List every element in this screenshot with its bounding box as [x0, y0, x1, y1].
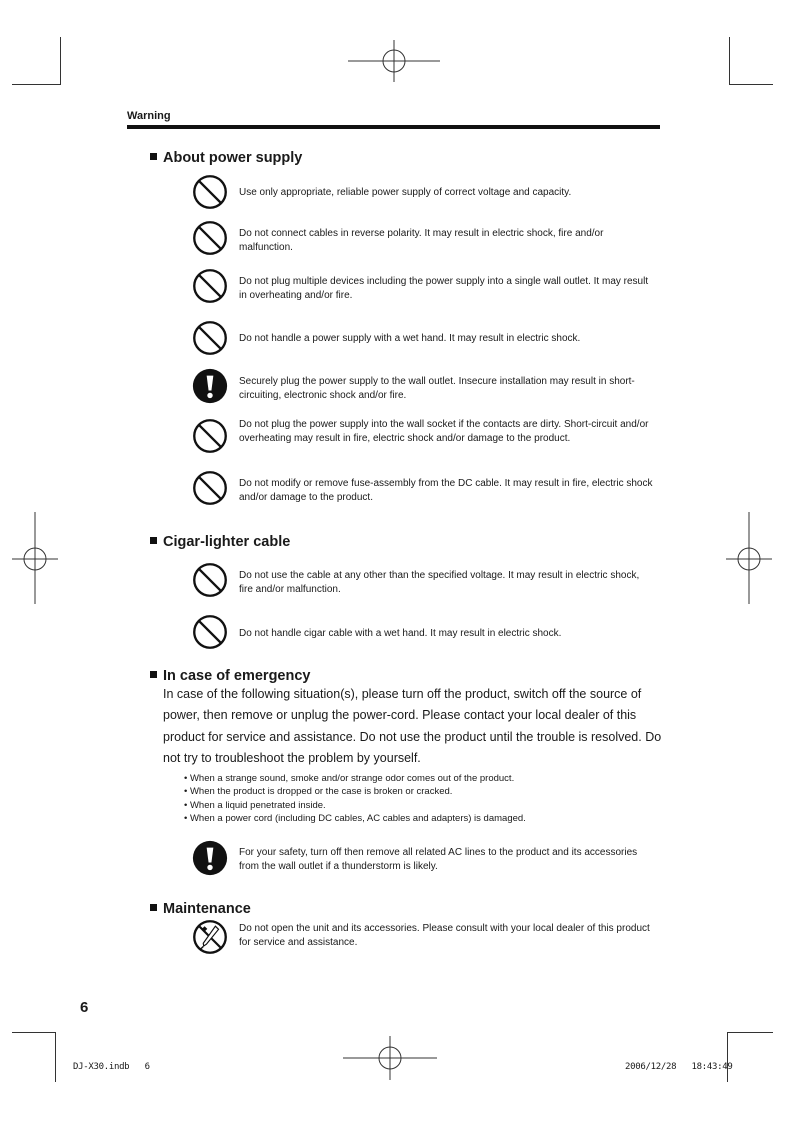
registration-mark-right [726, 512, 772, 604]
prohibition-icon [192, 418, 228, 454]
warning-text: Do not handle cigar cable with a wet hand. It may result in electric shock. [239, 628, 562, 639]
warning-text: Securely plug the power supply to the wall outlet. Insecure installation may result in short-circuiting, electronic shock and/or fire. [239, 376, 635, 401]
prohibition-icon [192, 614, 228, 650]
prohibition-icon [192, 174, 228, 210]
prohibition-icon [192, 268, 228, 304]
section-title-maintenance [150, 901, 251, 917]
warning-text: Do not modify or remove fuse-assembly from the DC cable. It may result in fire, electric shock and/or damage to the product. [239, 478, 653, 503]
prohibition-icon [192, 562, 228, 598]
emergency-paragraph: In case of the following situation(s), please turn off the product, switch off the source of power, then remove or unplug the power-cord. Please contact your local dealer of this product for service and assistance. Do not use the product until the trouble is resolved. Do not try to troubleshoot the problem by yourself. [163, 687, 662, 765]
header-rule [127, 125, 660, 129]
registration-mark-left [12, 512, 58, 604]
prohibition-icon [192, 470, 228, 506]
warning-text: Use only appropriate, reliable power supply of correct voltage and capacity. [239, 187, 572, 198]
section-title-text: Maintenance [163, 901, 251, 917]
registration-mark-top [348, 40, 440, 82]
list-item: • When a strange sound, smoke and/or strange odor comes out of the product. [184, 772, 526, 785]
list-item: • When a liquid penetrated inside. [184, 799, 526, 812]
section-title-text: Cigar-lighter cable [163, 534, 291, 550]
warning-text: Do not plug multiple devices including the power supply into a single wall outlet. It may result in overheating and/or fire. [239, 276, 649, 301]
section-title-emergency [150, 668, 311, 684]
safety-note-text: For your safety, turn off then remove all related AC lines to the product and its accessories from the wall outlet if a thunderstorm is likely. [239, 847, 638, 872]
warning-text: Do not handle a power supply with a wet hand. It may result in electric shock. [239, 333, 581, 344]
section-title-power-supply [150, 150, 302, 166]
warning-text: Do not use the cable at any other than the specified voltage. It may result in electric shock, fire and/or malfunction. [239, 570, 640, 595]
list-item: • When a power cord (including DC cables, AC cables and adapters) is damaged. [184, 812, 526, 825]
bullet-square-icon [150, 153, 157, 160]
prohibition-icon [192, 320, 228, 356]
mandatory-action-icon [192, 840, 228, 876]
warning-text: Do not connect cables in reverse polarity. It may result in electric shock, fire and/or malfunction. [239, 228, 604, 253]
bullet-square-icon [150, 671, 157, 678]
prohibition-icon [192, 220, 228, 256]
section-title-text: In case of emergency [163, 668, 311, 684]
bullet-square-icon [150, 904, 157, 911]
bullet-square-icon [150, 537, 157, 544]
warning-text: Do not plug the power supply into the wall socket if the contacts are dirty. Short-circuit and/or overheating may result in fire, electric shock and/or damage to the product. [239, 419, 649, 444]
emergency-bullet-list [184, 772, 526, 825]
mandatory-action-icon [192, 368, 228, 404]
do-not-disassemble-icon [192, 919, 228, 955]
section-title-cigar-lighter-cable [150, 534, 290, 550]
maintenance-note-text: Do not open the unit and its accessories. Please consult with your local dealer of this product for service and assistance. [239, 923, 650, 948]
section-title-text: About power supply [163, 150, 303, 166]
page-number: 6 [80, 999, 89, 1016]
list-item: • When the product is dropped or the case is broken or cracked. [184, 785, 526, 798]
footer-file-info: DJ-X30.indb 6 [73, 1062, 150, 1072]
page-header-title: Warning [127, 110, 171, 122]
registration-mark-bottom [343, 1036, 437, 1080]
footer-timestamp: 2006/12/28 18:43:49 [625, 1062, 733, 1072]
